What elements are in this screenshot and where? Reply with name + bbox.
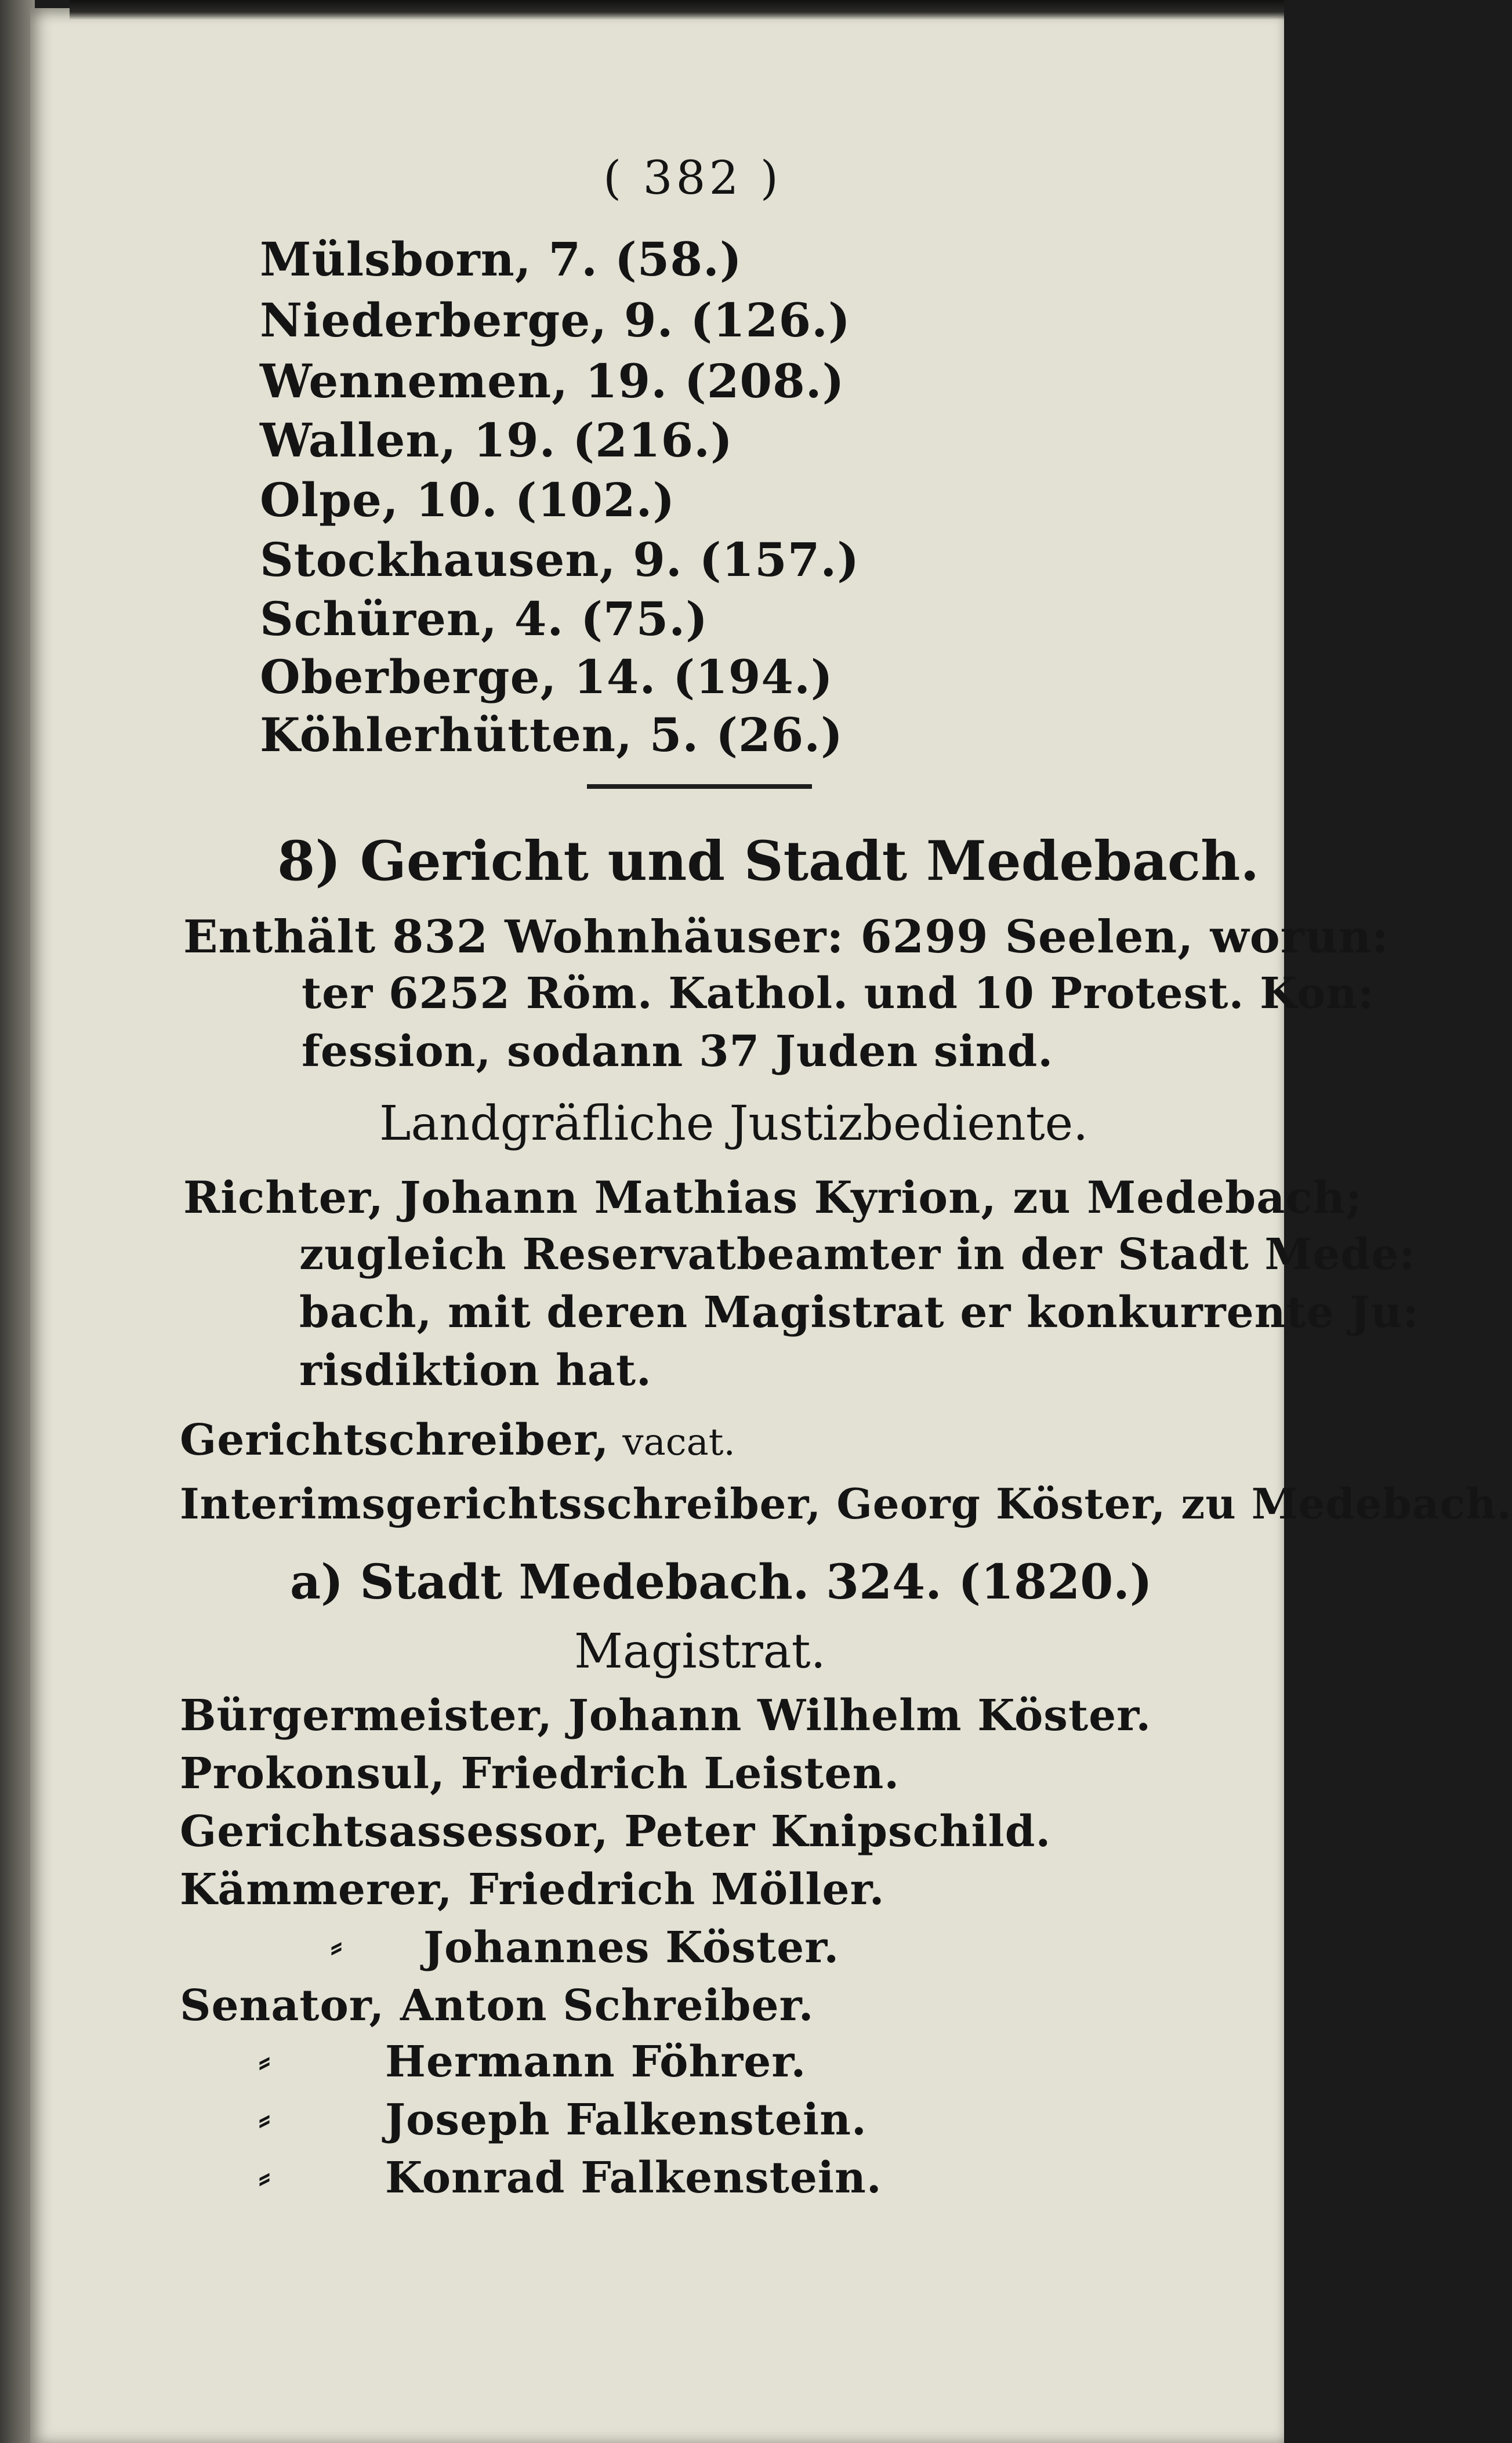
magistrat-heading: Magistrat. bbox=[574, 1624, 826, 1679]
ditto-mark: ⸗ bbox=[331, 1926, 343, 1966]
page-number: ( 382 ) bbox=[603, 151, 782, 205]
top-shadow bbox=[70, 0, 1284, 20]
senator-other: Konrad Falkenstein. bbox=[385, 2153, 882, 2203]
richter-line: risdiktion hat. bbox=[299, 1346, 652, 1396]
senator-other: Hermann Föhrer. bbox=[385, 2037, 807, 2087]
ditto-mark: ⸗ bbox=[259, 2156, 271, 2197]
stadt-heading: a) Stadt Medebach. 324. (1820.) bbox=[290, 1554, 1152, 1610]
village-line: Schüren, 4. (75.) bbox=[260, 592, 708, 646]
gerichtschreiber-label: Gerichtschreiber, bbox=[180, 1415, 610, 1465]
gerichtschreiber-value: vacat. bbox=[622, 1421, 735, 1464]
section-divider bbox=[587, 784, 812, 789]
village-line: Oberberge, 14. (194.) bbox=[260, 650, 833, 704]
richter-line: Richter, Johann Mathias Kyrion, zu Medebach; bbox=[183, 1172, 1363, 1223]
senator-line: Senator, Anton Schreiber. bbox=[180, 1981, 814, 2031]
kaemmerer-second: Johannes Köster. bbox=[423, 1923, 840, 1973]
magistrat-line: Kämmerer, Friedrich Möller. bbox=[180, 1865, 885, 1915]
gerichtschreiber-line bbox=[180, 1415, 735, 1465]
magistrat-line: Prokonsul, Friedrich Leisten. bbox=[180, 1749, 900, 1799]
interim-line: Interimsgerichtsschreiber, Georg Köster, zu Medebach. bbox=[180, 1479, 1512, 1528]
summary-line: ter 6252 Röm. Kathol. und 10 Protest. Kon: bbox=[302, 969, 1375, 1018]
village-line: Stockhausen, 9. (157.) bbox=[260, 532, 860, 587]
village-line: Wallen, 19. (216.) bbox=[260, 413, 733, 467]
magistrat-line: Gerichtsassessor, Peter Knipschild. bbox=[180, 1807, 1051, 1857]
senator-other: Joseph Falkenstein. bbox=[385, 2095, 867, 2145]
village-line: Köhlerhütten, 5. (26.) bbox=[260, 708, 843, 762]
justice-subheading: Landgräfliche Justizbediente. bbox=[379, 1096, 1089, 1151]
richter-line: bach, mit deren Magistrat er konkurrente Ju: bbox=[299, 1288, 1419, 1338]
ditto-mark: ⸗ bbox=[259, 2098, 271, 2139]
ditto-mark: ⸗ bbox=[259, 2040, 271, 2081]
book-binding bbox=[0, 0, 35, 2443]
village-line: Olpe, 10. (102.) bbox=[260, 473, 676, 527]
village-line: Mülsborn, 7. (58.) bbox=[260, 232, 742, 287]
summary-line: Enthält 832 Wohnhäuser: 6299 Seelen, worun: bbox=[183, 911, 1390, 963]
village-line: Niederberge, 9. (126.) bbox=[260, 293, 851, 347]
magistrat-line: Bürgermeister, Johann Wilhelm Köster. bbox=[180, 1691, 1152, 1741]
richter-line: zugleich Reservatbeamter in der Stadt Mede: bbox=[299, 1230, 1416, 1280]
section-title: 8) Gericht und Stadt Medebach. bbox=[277, 829, 1260, 893]
village-line: Wennemen, 19. (208.) bbox=[260, 354, 845, 408]
summary-line: fession, sodann 37 Juden sind. bbox=[302, 1027, 1054, 1076]
